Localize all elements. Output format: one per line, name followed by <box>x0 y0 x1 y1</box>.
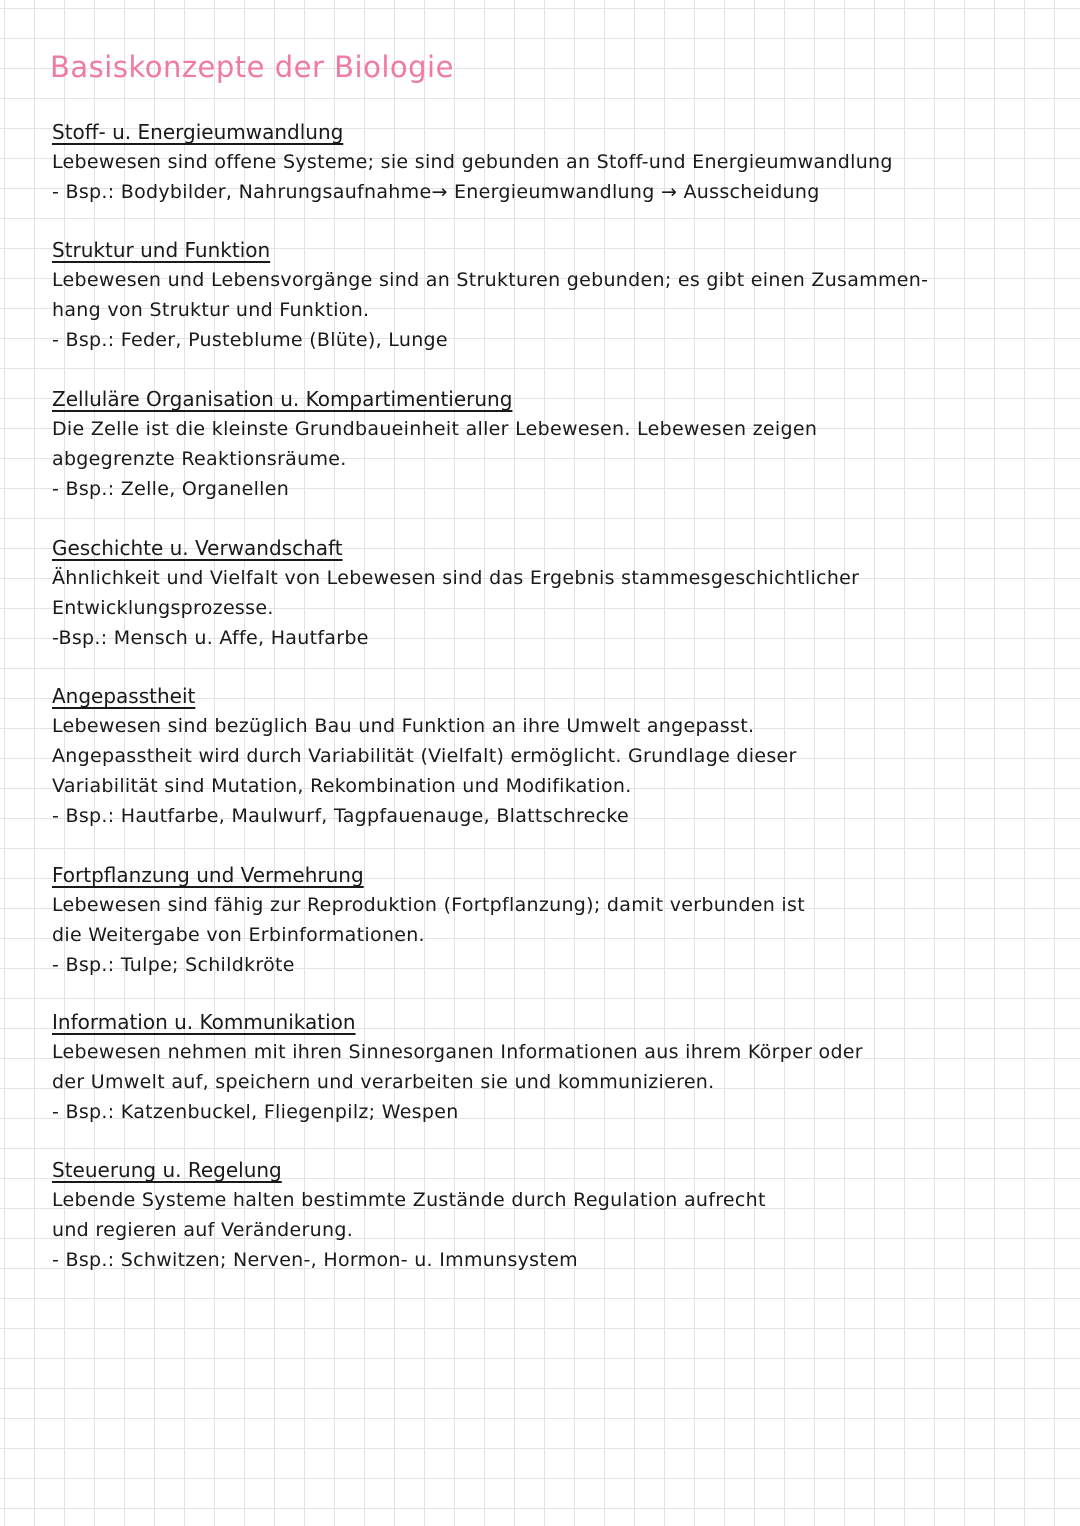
example-line: - Bsp.: Schwitzen; Nerven-, Hormon- u. Immunsystem <box>52 1249 578 1271</box>
text-line: Lebende Systeme halten bestimmte Zustände durch Regulation aufrecht <box>52 1189 766 1211</box>
example-line: - Bsp.: Katzenbuckel, Fliegenpilz; Wespen <box>52 1101 459 1123</box>
text-line: die Weitergabe von Erbinformationen. <box>52 924 425 946</box>
section-fortpflanzung <box>52 860 1012 980</box>
section-geschichte-verwandschaft <box>52 533 1012 653</box>
text-line: Variabilität sind Mutation, Rekombination und Modifikation. <box>52 775 632 797</box>
section-angepasstheit <box>52 681 1012 831</box>
text-line: der Umwelt auf, speichern und verarbeiten sie und kommunizieren. <box>52 1071 715 1093</box>
section-heading: Geschichte u. Verwandschaft <box>52 536 343 560</box>
section-heading: Steuerung u. Regelung <box>52 1158 282 1182</box>
section-struktur-funktion <box>52 235 1012 355</box>
section-zellulaere-organisation <box>52 384 1012 504</box>
text-line: Lebewesen und Lebensvorgänge sind an Strukturen gebunden; es gibt einen Zusammen- <box>52 269 929 291</box>
section-heading: Fortpflanzung und Vermehrung <box>52 863 364 887</box>
example-line: - Bsp.: Tulpe; Schildkröte <box>52 954 295 976</box>
text-line: Lebewesen nehmen mit ihren Sinnesorganen Informationen aus ihrem Körper oder <box>52 1041 863 1063</box>
text-line: Lebewesen sind bezüglich Bau und Funktion an ihre Umwelt angepasst. <box>52 715 755 737</box>
section-heading: Stoff- u. Energieumwandlung <box>52 120 344 144</box>
example-line: - Bsp.: Feder, Pusteblume (Blüte), Lunge <box>52 329 448 351</box>
example-line: - Bsp.: Hautfarbe, Maulwurf, Tagpfauenauge, Blattschrecke <box>52 805 630 827</box>
example-line: -Bsp.: Mensch u. Affe, Hautfarbe <box>52 627 369 649</box>
text-line: Entwicklungsprozesse. <box>52 597 274 619</box>
section-heading: Struktur und Funktion <box>52 238 271 262</box>
section-information-kommunikation <box>52 1007 1012 1127</box>
section-heading: Zelluläre Organisation u. Kompartimentierung <box>52 387 513 411</box>
text-line: Lebewesen sind fähig zur Reproduktion (Fortpflanzung); damit verbunden ist <box>52 894 805 916</box>
example-line: - Bsp.: Zelle, Organellen <box>52 478 290 500</box>
text-line: und regieren auf Veränderung. <box>52 1219 354 1241</box>
section-heading: Angepasstheit <box>52 684 196 708</box>
text-line: Die Zelle ist die kleinste Grundbaueinheit aller Lebewesen. Lebewesen zeigen <box>52 418 818 440</box>
section-heading: Information u. Kommunikation <box>52 1010 356 1034</box>
text-line: Angepasstheit wird durch Variabilität (Vielfalt) ermöglicht. Grundlage dieser <box>52 745 797 767</box>
page-title: Basiskonzepte der Biologie <box>50 50 454 84</box>
example-line: - Bsp.: Bodybilder, Nahrungsaufnahme→ Energieumwandlung → Ausscheidung <box>52 181 820 203</box>
text-line: hang von Struktur und Funktion. <box>52 299 370 321</box>
text-line: Lebewesen sind offene Systeme; sie sind gebunden an Stoff-und Energieumwandlung <box>52 151 893 173</box>
text-line: Ähnlichkeit und Vielfalt von Lebewesen sind das Ergebnis stammesgeschichtlicher <box>52 567 860 589</box>
section-steuerung-regelung <box>52 1155 1012 1275</box>
text-line: abgegrenzte Reaktionsräume. <box>52 448 347 470</box>
section-stoff-energie <box>52 117 1012 207</box>
